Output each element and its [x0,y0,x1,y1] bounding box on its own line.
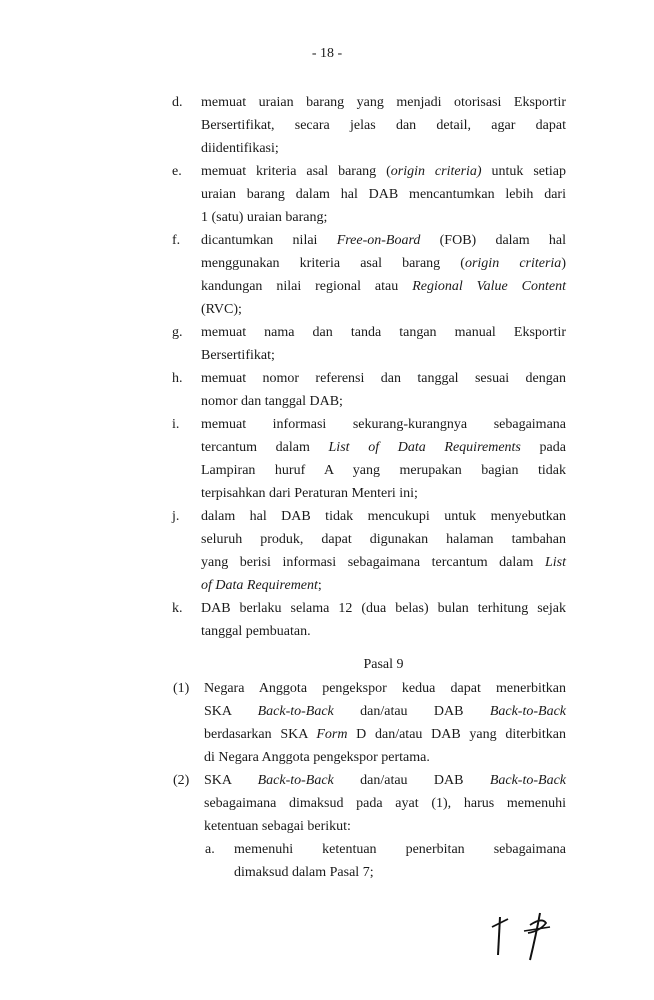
text-segment: memuat kriteria asal barang ( [201,164,391,179]
sub-item-text-line [234,838,566,861]
text-segment: tercantum dalam [201,440,329,455]
italic-term: List of Data Requirements [328,440,521,455]
list-item-text-line [201,528,566,551]
list-item-text-line [201,91,566,114]
initials-signature [480,905,560,965]
text-segment: seluruh produk, dapat digunakan halaman tambahan [201,532,566,547]
text-segment: ; [317,578,322,593]
text-segment: terpisahkan dari Peraturan Menteri ini; [201,486,418,501]
italic-term: Back-to-Back [489,773,567,788]
italic-term: origin criteria) [390,164,482,179]
text-segment: diidentifikasi; [201,141,279,156]
text-segment: dicantumkan nilai [201,233,337,248]
text-segment: memuat nomor referensi dan tanggal sesuai dengan [201,371,566,386]
text-segment: dan/atau DAB [333,704,490,719]
list-item-label: i. [172,417,180,432]
clause-label: (2) [173,773,190,788]
list-item-label: j. [172,509,180,524]
text-segment: pada [520,440,566,455]
text-segment: Negara Anggota pengekspor kedua dapat menerbitkan [204,681,566,696]
text-segment: tanggal pembuatan. [201,624,311,639]
list-item-label: f. [172,233,181,248]
list-item-text-line [201,137,566,160]
italic-term: Regional Value Content [412,279,567,294]
list-item-text-line [201,229,566,252]
list-item-text-line [201,183,566,206]
clause-text-line [204,723,566,746]
list-item-text-line [201,114,566,137]
italic-term: Back-to-Back [257,704,334,719]
text-segment: SKA [204,773,258,788]
list-item-text-line [201,367,566,390]
page-number: - 18 - [311,46,343,61]
text-segment: Bersertifikat, secara jelas dan detail, agar dapat [201,118,566,133]
list-item-text-line [201,459,566,482]
list-item-label: h. [172,371,183,386]
list-item-text-line [201,620,566,643]
list-item-text-line [201,160,566,183]
list-item-label: e. [172,164,182,179]
italic-term: of Data Requirement [201,578,318,593]
text-segment: memuat nama dan tanda tangan manual Eksportir [201,325,566,340]
text-segment: memenuhi ketentuan penerbitan sebagaimana [234,842,566,857]
text-segment: untuk setiap [481,164,567,179]
italic-term: Back-to-Back [257,773,334,788]
text-segment: (FOB) dalam hal [420,233,566,248]
list-item-text-line [201,436,566,459]
text-segment: dimaksud dalam Pasal 7; [234,865,374,880]
list-item-label: d. [172,95,183,110]
text-segment: SKA [204,704,258,719]
text-segment: uraian barang dalam hal DAB mencantumkan lebih dari [201,187,566,202]
text-segment: dalam hal DAB tidak mencukupi untuk menyebutkan [201,509,566,524]
italic-term: List [544,555,566,570]
clause-text-line [204,677,566,700]
list-item-text-line [201,298,566,321]
text-segment: sebagaimana dimaksud pada ayat (1), harus memenuhi [204,796,566,811]
list-item-text-line [201,597,566,620]
list-item-text-line [201,321,566,344]
clause-text-line [204,792,566,815]
text-segment: menggunakan kriteria asal barang ( [201,256,465,271]
list-item-text-line [201,344,566,367]
italic-term: Form [316,727,348,742]
italic-term: origin criteria [464,256,562,271]
text-segment: ketentuan sebagai berikut: [204,819,351,834]
text-segment: di Negara Anggota pengekspor pertama. [204,750,430,765]
clause-text-line [204,746,566,769]
text-segment: Bersertifikat; [201,348,275,363]
list-item-label: k. [172,601,183,616]
clause-text-line [204,700,566,723]
italic-term: Free-on-Board [336,233,421,248]
sub-item-text-line [234,861,566,884]
text-segment: berdasarkan SKA [204,727,317,742]
list-item-text-line [201,574,566,597]
text-segment: memuat uraian barang yang menjadi otorisasi Eksportir [201,95,566,110]
text-segment: ) [561,256,566,271]
list-item-text-line [201,505,566,528]
text-segment: DAB berlaku selama 12 (dua belas) bulan terhitung sejak [201,601,566,616]
list-item-text-line [201,482,566,505]
list-item-text-line [201,275,566,298]
list-item-text-line [201,252,566,275]
text-segment: Lampiran huruf A yang merupakan bagian tidak [201,463,566,478]
italic-term: Back-to-Back [489,704,567,719]
list-item-text-line [201,206,566,229]
clause-text-line [204,769,566,792]
text-segment: kandungan nilai regional atau [201,279,413,294]
list-item-text-line [201,390,566,413]
text-segment: yang berisi informasi sebagaimana tercantum dalam [201,555,545,570]
sub-item-label: a. [205,842,215,857]
clause-label: (1) [173,681,190,696]
list-item-text-line [201,413,566,436]
text-segment: memuat informasi sekurang-kurangnya sebagaimana [201,417,566,432]
text-segment: 1 (satu) uraian barang; [201,210,328,225]
text-segment: (RVC); [201,302,242,317]
article-heading: Pasal 9 [363,657,404,672]
text-segment: D dan/atau DAB yang diterbitkan [347,727,566,742]
text-segment: dan/atau DAB [333,773,490,788]
list-item-text-line [201,551,566,574]
clause-text-line [204,815,566,838]
list-item-label: g. [172,325,183,340]
text-segment: nomor dan tanggal DAB; [201,394,343,409]
